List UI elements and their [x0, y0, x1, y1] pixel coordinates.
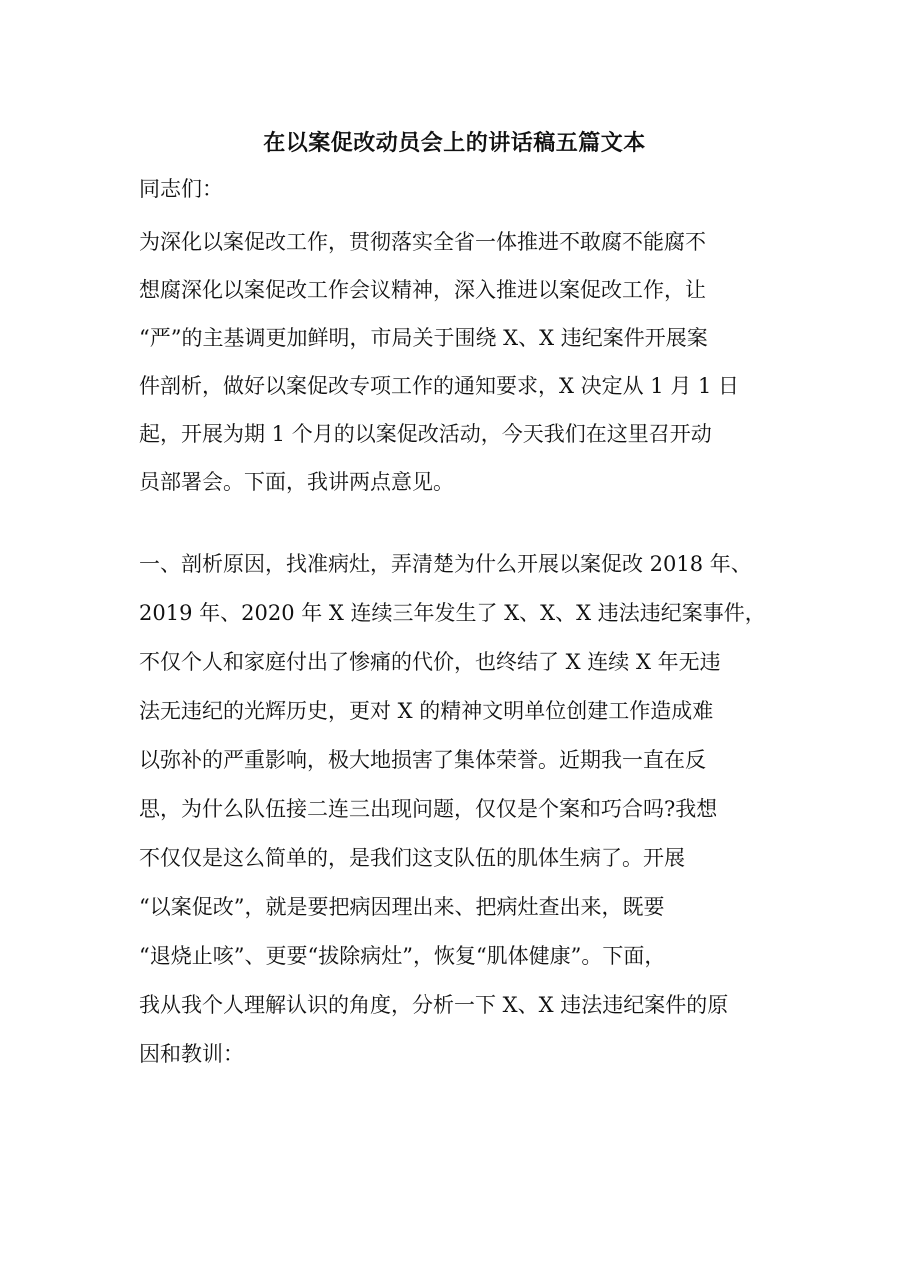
paragraph-line: 起，开展为期 1 个月的以案促改活动，今天我们在这里召开动 — [139, 422, 712, 446]
paragraph-line: 以弥补的严重影响，极大地损害了集体荣誉。近期我一直在反 — [139, 748, 706, 772]
paragraph-line: 件剖析，做好以案促改专项工作的通知要求，X 决定从 1 月 1 日 — [139, 374, 740, 398]
salutation: 同志们： — [139, 177, 223, 201]
paragraph-line: 2019 年、2020 年 X 连续三年发生了 X、X、X 违法违纪案事件， — [139, 601, 766, 625]
paragraph-line: “严”的主基调更加鲜明，市局关于围绕 X、X 违纪案件开展案 — [139, 326, 708, 350]
paragraph-line: 不仅仅是这么简单的，是我们这支队伍的肌体生病了。开展 — [139, 846, 685, 870]
paragraph-line: 员部署会。下面，我讲两点意见。 — [139, 470, 454, 494]
paragraph-line: 因和教训： — [139, 1042, 244, 1066]
paragraph-line: 想腐深化以案促改工作会议精神，深入推进以案促改工作，让 — [139, 278, 706, 302]
paragraph-introduction — [139, 218, 739, 506]
paragraph-line: 法无违纪的光辉历史，更对 X 的精神文明单位创建工作造成难 — [139, 699, 714, 723]
paragraph-line: 我从我个人理解认识的角度，分析一下 X、X 违法违纪案件的原 — [139, 993, 729, 1017]
document-title: 在以案促改动员会上的讲话稿五篇文本 — [263, 131, 646, 156]
paragraph-line: 一、剖析原因，找准病灶，弄清楚为什么开展以案促改 2018 年、 — [139, 552, 752, 576]
paragraph-section-one — [139, 540, 766, 1079]
paragraph-line: 为深化以案促改工作，贯彻落实全省一体推进不敢腐不能腐不 — [139, 230, 706, 254]
paragraph-line: “以案促改”，就是要把病因理出来、把病灶查出来，既要 — [139, 895, 665, 919]
paragraph-line: 思，为什么队伍接二连三出现问题，仅仅是个案和巧合吗?我想 — [139, 797, 718, 821]
paragraph-line: 不仅个人和家庭付出了惨痛的代价，也终结了 X 连续 X 年无违 — [139, 650, 721, 674]
paragraph-line: “退烧止咳”、更要“拔除病灶”，恢复“肌体健康”。下面， — [139, 944, 666, 968]
